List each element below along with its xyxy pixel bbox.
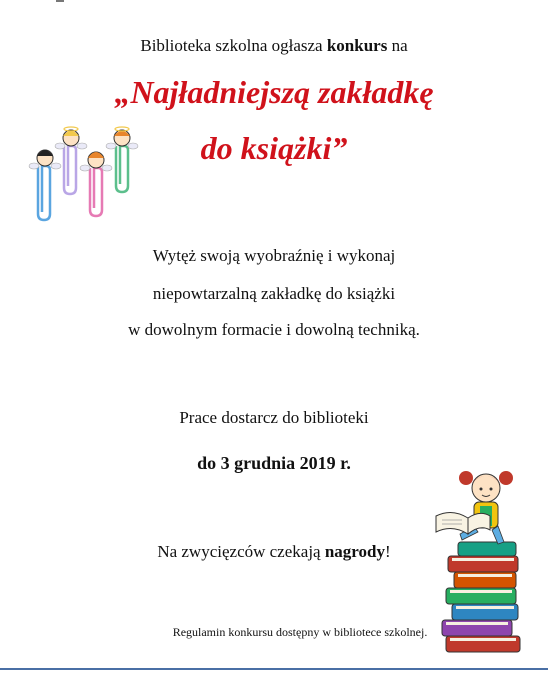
prizes-bold-word: nagrody [324,542,385,561]
contest-title-line-1: „Najładniejszą zakładkę [114,74,434,110]
bottom-rule-line [0,668,548,670]
top-edge-mark [56,0,64,2]
angel-paperclip-bookmarks-illustration [24,126,144,231]
bookmark-clip-pink [80,152,112,216]
contest-title-line-2: do książki” [200,130,348,166]
body-line-3: w dowolnym formacie i dowolną techniką. [128,320,420,339]
bookmark-clip-blue [29,150,61,220]
body-line-1: Wytęż swoją wyobraźnię i wykonaj [152,246,396,265]
intro-text: Biblioteka szkolna ogłasza konkurs na [140,36,408,55]
prizes-text: Na zwycięzców czekają nagrody! [157,542,391,561]
intro-bold-word: konkurs [326,36,388,55]
bookmark-clip-purple [55,127,87,194]
bookmark-clip-green [106,127,138,192]
reading-girl [436,471,513,544]
body-line-2: niepowtarzalną zakładkę do książki [152,284,396,303]
rules-note: Regulamin konkursu dostępny w bibliotece szkolnej. [172,625,428,639]
book-stack [442,542,520,652]
girl-reading-books-illustration [424,464,524,669]
deadline-text: do 3 grudnia 2019 r. [197,453,351,473]
delivery-text: Prace dostarcz do biblioteki [179,408,369,427]
